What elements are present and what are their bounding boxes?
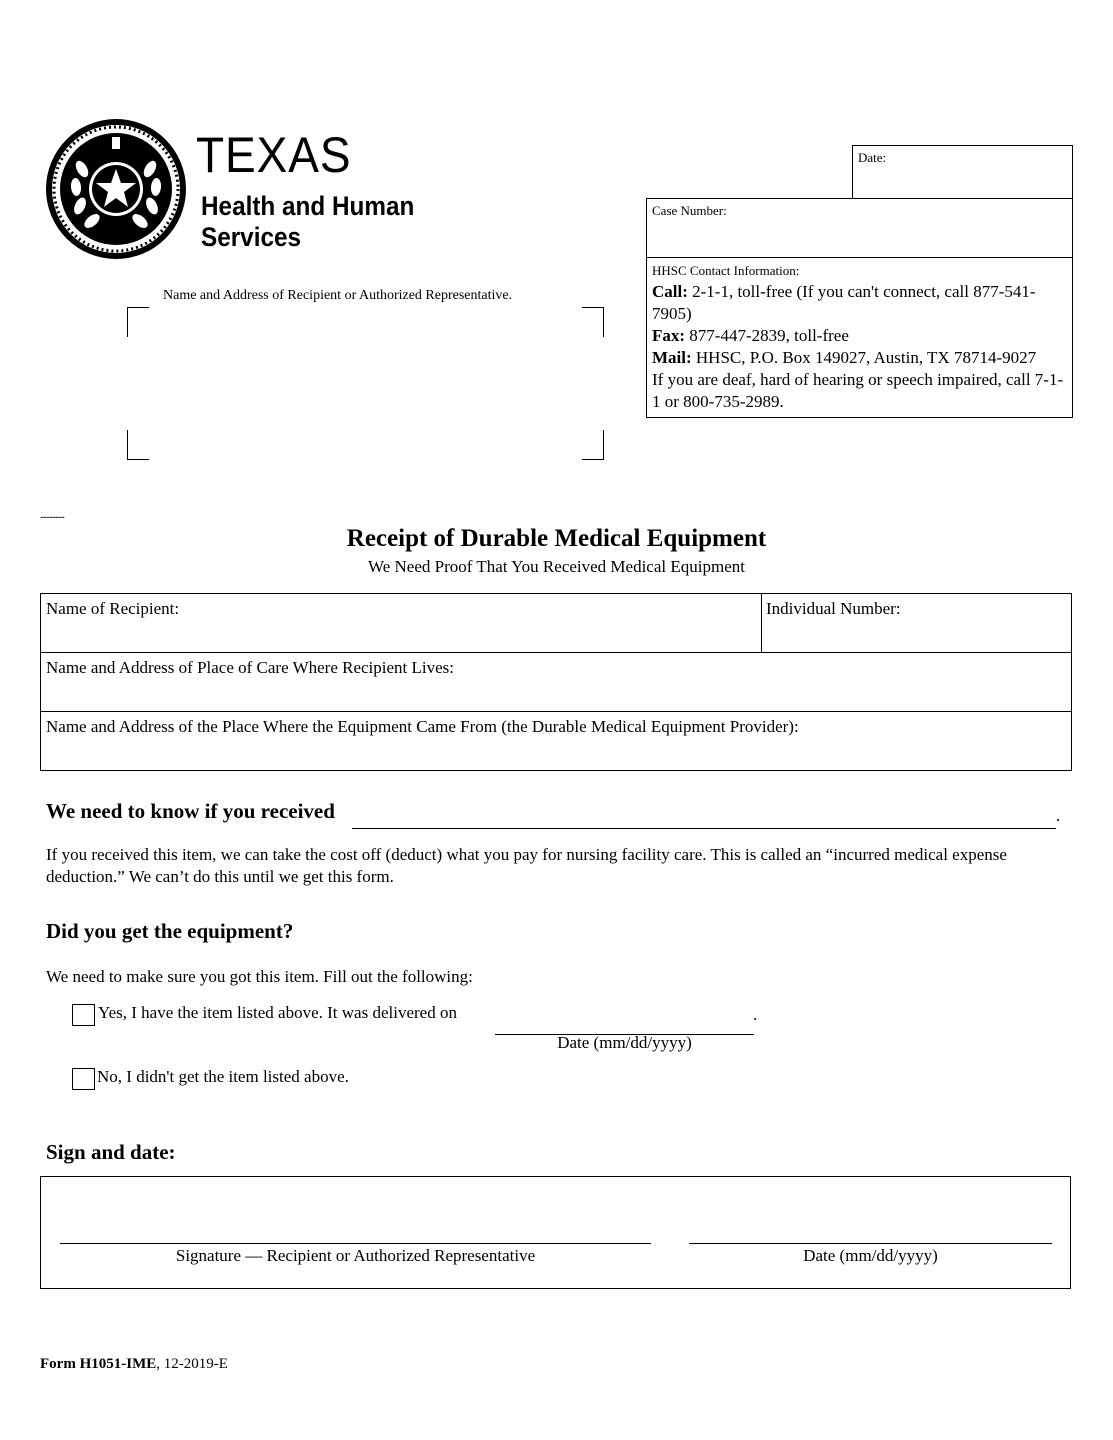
- place-of-care-field[interactable]: [46, 658, 454, 678]
- logo-subtitle: [201, 191, 414, 253]
- contact-deaf: If you are deaf, hard of hearing or speech impaired, call 7-1-1 or 800-735-2989.: [652, 370, 1064, 411]
- table-divider: [41, 652, 1071, 653]
- equipment-provider-field[interactable]: [46, 717, 799, 737]
- logo-subtitle-line-2: Services: [201, 222, 301, 252]
- signature-caption: Signature — Recipient or Authorized Representative: [175, 1246, 536, 1265]
- logo-title: TEXAS: [196, 127, 352, 183]
- form-id: Form H1051-IME: [40, 1356, 157, 1372]
- table-divider: [41, 711, 1071, 712]
- form-revision: , 12-2019-E: [156, 1356, 228, 1372]
- contact-label: HHSC Contact Information:: [652, 263, 800, 278]
- signature-line[interactable]: [60, 1243, 651, 1244]
- form-subtitle: We Need Proof That You Received Medical Equipment: [368, 557, 745, 576]
- signature-box: [40, 1176, 1071, 1289]
- individual-number-field[interactable]: [766, 599, 901, 619]
- table-divider: [761, 594, 762, 652]
- contact-info: [652, 261, 1068, 413]
- contact-fax: [652, 325, 1068, 347]
- equipment-instruction: We need to make sure you got this item. Fill out the following:: [46, 967, 473, 986]
- yes-checkbox[interactable]: [72, 1004, 95, 1026]
- separator-dots: ................: [40, 510, 64, 521]
- no-label: No, I didn't get the item listed above.: [97, 1067, 349, 1086]
- fax-label: Fax:: [652, 326, 686, 345]
- place-of-care-label: Name and Address of Place of Care Where Recipient Lives:: [46, 658, 455, 677]
- mail-label: Mail:: [652, 348, 692, 367]
- call-text: 2-1-1, toll-free (If you can't connect, call 877-541-7905): [652, 282, 1036, 323]
- individual-number-label: Individual Number:: [766, 599, 901, 618]
- mail-text: HHSC, P.O. Box 149027, Austin, TX 78714-9027: [695, 348, 1037, 367]
- call-label: Call:: [652, 282, 688, 301]
- contact-call: [652, 281, 1068, 325]
- name-of-recipient-field[interactable]: [46, 599, 179, 619]
- recipient-info-table: [40, 593, 1072, 771]
- contact-info-box: [646, 257, 1073, 418]
- address-corner-top-left: [127, 307, 149, 337]
- date-label: Date:: [858, 150, 887, 165]
- signature-date-caption: Date (mm/dd/yyyy): [803, 1246, 938, 1265]
- case-number-box[interactable]: [646, 198, 1073, 258]
- received-heading: We need to know if you received: [46, 799, 335, 823]
- signature-date-line[interactable]: [689, 1243, 1052, 1244]
- fax-text: 877-447-2839, toll-free: [689, 326, 849, 345]
- case-number-label: Case Number:: [652, 203, 727, 218]
- address-corner-bottom-left: [127, 430, 149, 460]
- address-window-label: Name and Address of Recipient or Authorized Representative.: [163, 288, 513, 303]
- no-checkbox[interactable]: [72, 1068, 95, 1090]
- equipment-heading: Did you get the equipment?: [46, 919, 294, 943]
- equipment-provider-label: Name and Address of the Place Where the Equipment Came From (the Durable Medical Equipment Provider):: [46, 717, 799, 736]
- form-footer: [40, 1356, 228, 1373]
- contact-mail: [652, 347, 1068, 369]
- date-box[interactable]: [852, 145, 1073, 199]
- logo-subtitle-line-1: Health and Human: [201, 191, 415, 221]
- name-of-recipient-label: Name of Recipient:: [46, 599, 180, 618]
- address-corner-top-right: [582, 307, 604, 337]
- yes-period: .: [753, 1005, 758, 1024]
- delivered-date-caption: Date (mm/dd/yyyy): [557, 1033, 692, 1052]
- address-corner-bottom-right: [582, 430, 604, 460]
- yes-label: Yes, I have the item listed above. It was delivered on: [98, 1003, 457, 1022]
- received-period: .: [1056, 806, 1061, 825]
- texas-state-seal-logo: [44, 117, 188, 261]
- sign-heading: Sign and date:: [46, 1140, 176, 1164]
- form-title: Receipt of Durable Medical Equipment: [346, 525, 767, 552]
- deduction-paragraph: If you received this item, we can take the cost off (deduct) what you pay for nursing facility care. This is called an “incurred medical expense deduction.” We can’t do this until we get this form.: [46, 845, 1007, 886]
- equipment-item-line[interactable]: [352, 828, 1056, 829]
